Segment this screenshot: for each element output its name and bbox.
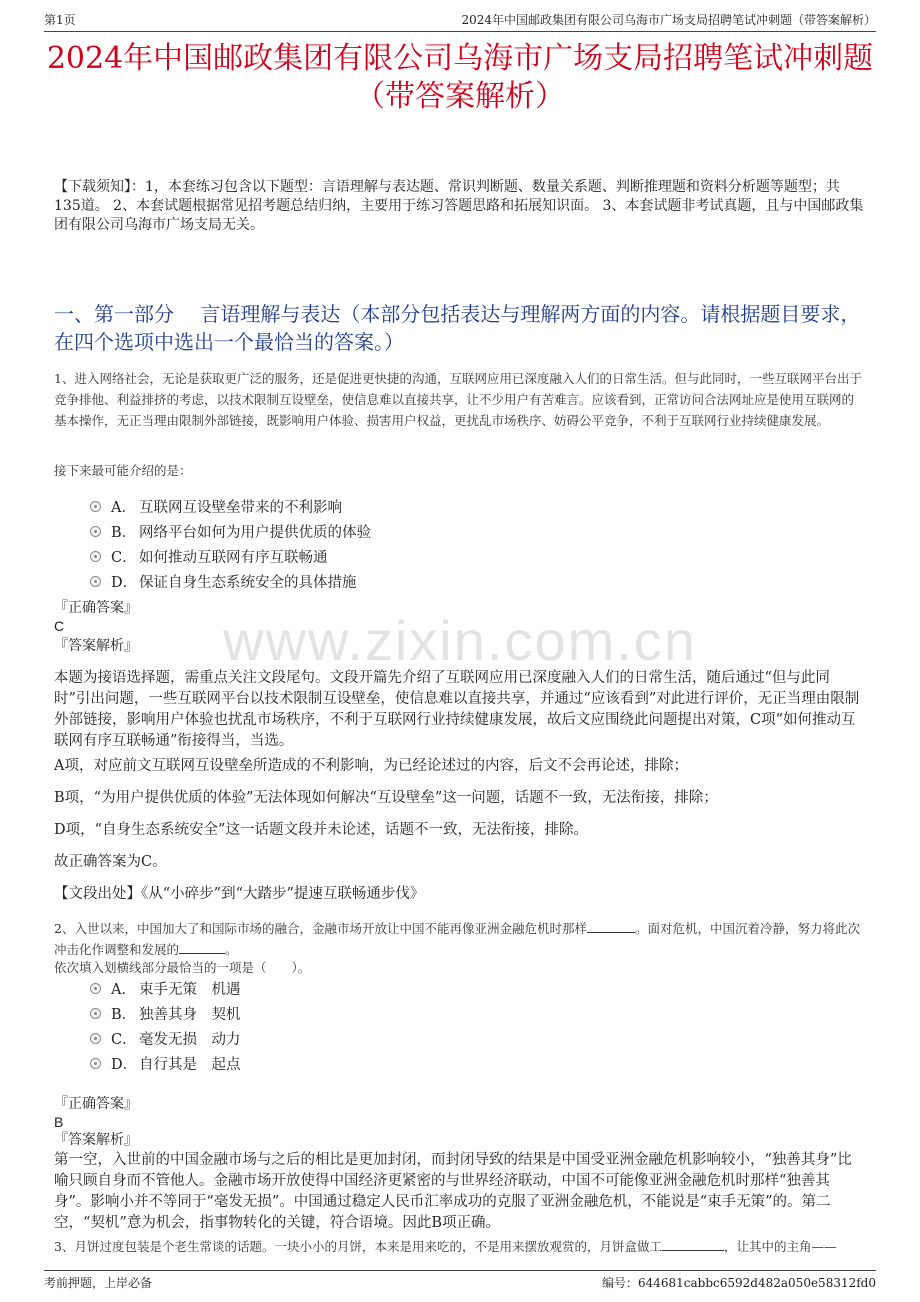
header-doc-title: 2024年中国邮政集团有限公司乌海市广场支局招聘笔试冲刺题（带答案解析） bbox=[461, 13, 876, 27]
q2-option-c[interactable]: C． 毫发无损 动力 bbox=[90, 1026, 866, 1051]
q1-analysis-d: D项，“自身生态系统安全”这一话题文段并未论述，话题不一致，无法衔接，排除。 bbox=[54, 822, 588, 838]
q1-option-d[interactable]: D． 保证自身生态系统安全的具体措施 bbox=[90, 569, 866, 594]
section-heading: 一、第一部分 言语理解与表达（本部分包括表达与理解两方面的内容。请根据题目要求，在四个选项中选出一个最恰当的答案。） bbox=[54, 302, 861, 354]
watermark: www.zixin.com.cn bbox=[223, 609, 697, 672]
title-line-1: 2024年中国邮政集团有限公司乌海市广场支局招聘笔试冲刺题 bbox=[46, 41, 874, 76]
q2-stem: 2、入世以来，中国加大了和国际市场的融合，金融市场开放让中国不能再像亚洲金融危机时那样 。面对危机，中国沉着冷静，努力将此次冲击化作调整和发展的 。 bbox=[54, 921, 860, 957]
q2-option-a[interactable]: A． 束手无策 机遇 bbox=[90, 976, 866, 1001]
q2-option-d[interactable]: D． 自行其是 起点 bbox=[90, 1051, 866, 1076]
radio-icon[interactable] bbox=[90, 501, 101, 512]
title-line-2: （带答案解析） bbox=[355, 79, 565, 114]
q1-stem: 1、进入网络社会，无论是获取更广泛的服务，还是促进更快捷的沟通，互联网应用已深度融入人们的日常生活。但与此同时，一些互联网平台出于竞争排他、利益排挤的考虑，以技术限制互设壁垒，使信息难以直接共享，让不少用户有苦难言。应该看到，正常访问合法网址应是使用互联网的基本操作，无正当理由限制外部链接，既影响用户体验、损害用户权益，更扰乱市场秩序、妨碍公平竞争，不利于互联网行业持续健康发展。 bbox=[54, 371, 862, 428]
q1-analysis-b: B项，“为用户提供优质的体验”无法体现如何解决“互设壁垒”这一问题，话题不一致，无法衔接，排除； bbox=[54, 790, 718, 806]
q2-prompt: 依次填入划横线部分最恰当的一项是（ ）。 bbox=[54, 960, 311, 975]
q1-analysis-label: 『答案解析』 bbox=[54, 638, 138, 654]
q3-blank-1 bbox=[662, 1250, 724, 1251]
q2-analysis-label: 『答案解析』 bbox=[54, 1132, 138, 1148]
q1-analysis-conclusion: 故正确答案为C。 bbox=[54, 854, 167, 870]
q2-answer: B bbox=[54, 1114, 64, 1130]
page-header bbox=[44, 12, 876, 32]
radio-icon[interactable] bbox=[90, 576, 101, 587]
q1-analysis-a: A项，对应前文互联网互设壁垒所造成的不利影响，为已经论述过的内容，后文不会再论述，排除； bbox=[54, 758, 688, 774]
q2-option-b[interactable]: B． 独善其身 契机 bbox=[90, 1001, 866, 1026]
q1-option-c[interactable]: C． 如何推动互联网有序互联畅通 bbox=[90, 544, 866, 569]
q1-prompt: 接下来最可能介绍的是： bbox=[54, 463, 192, 478]
q1-source: 【文段出处】《从“小碎步”到“大踏步”提速互联畅通步伐》 bbox=[54, 886, 425, 902]
q1-option-a[interactable]: A． 互联网互设壁垒带来的不利影响 bbox=[90, 494, 866, 519]
radio-icon[interactable] bbox=[90, 1033, 101, 1044]
radio-icon[interactable] bbox=[90, 983, 101, 994]
radio-icon[interactable] bbox=[90, 551, 101, 562]
q3-stem: 3、月饼过度包装是个老生常谈的话题。一块小小的月饼，本来是用来吃的，不是用来摆放观赏的，月饼盒做工 ，让其中的主角—— bbox=[54, 1239, 837, 1254]
q2-answer-label: 『正确答案』 bbox=[54, 1096, 138, 1112]
download-notice: 【下载须知】：1，本套练习包含以下题型：言语理解与表达题、常识判断题、数量关系题、判断推理题和资料分析题等题型；共135道。 2、本套试题根据常见招考题总结归纳，主要用于练习答题思路和拓展知识面。 3、本套试题非考试真题，且与中国邮政集团有限公司乌海市广场支局无关。 bbox=[54, 179, 864, 233]
q2-options bbox=[90, 976, 866, 1076]
q2-blank-1 bbox=[587, 932, 635, 933]
q2-blank-2 bbox=[179, 953, 225, 954]
page-number: 第1页 bbox=[44, 13, 76, 27]
radio-icon[interactable] bbox=[90, 526, 101, 537]
q1-answer: C bbox=[54, 618, 65, 634]
q1-options bbox=[90, 494, 866, 594]
document-title bbox=[44, 40, 876, 116]
q1-analysis-main: 本题为接语选择题，需重点关注文段尾句。文段开篇先介绍了互联网应用已深度融入人们的日常生活，随后通过“但与此同时”引出问题，一些互联网平台以技术限制互设壁垒，使信息难以直接共享，并通过“应该看到”对此进行评价，无正当理由限制外部链接，影响用户体验也扰乱市场秩序，不利于互联网行业持续健康发展，故后文应围绕此问题提出对策，C项“如何推动互联网有序互联畅通”衔接得当，当选。 bbox=[54, 670, 860, 749]
page-footer bbox=[44, 1270, 876, 1290]
radio-icon[interactable] bbox=[90, 1058, 101, 1069]
footer-slogan: 考前押题，上岸必备 bbox=[44, 1276, 153, 1290]
radio-icon[interactable] bbox=[90, 1008, 101, 1019]
q2-analysis: 第一空，入世前的中国金融市场与之后的相比是更加封闭，而封闭导致的结果是中国受亚洲金融危机影响较小，“独善其身”比喻只顾自身而不管他人。金融市场开放使得中国经济更紧密的与世界经济联动，中国不可能像亚洲金融危机时那样“独善其身”。影响小并不等同于“毫发无损”。中国通过稳定人民币汇率成功的克服了亚洲金融危机，不能说是“束手无策”的。第二空，“契机”意为机会，指事物转化的关键，符合语境。因此B项正确。 bbox=[54, 1152, 852, 1231]
q1-option-b[interactable]: B． 网络平台如何为用户提供优质的体验 bbox=[90, 519, 866, 544]
q1-answer-label: 『正确答案』 bbox=[54, 600, 138, 616]
footer-serial: 编号：644681cabbc6592d482a050e58312fd0 bbox=[602, 1276, 876, 1290]
